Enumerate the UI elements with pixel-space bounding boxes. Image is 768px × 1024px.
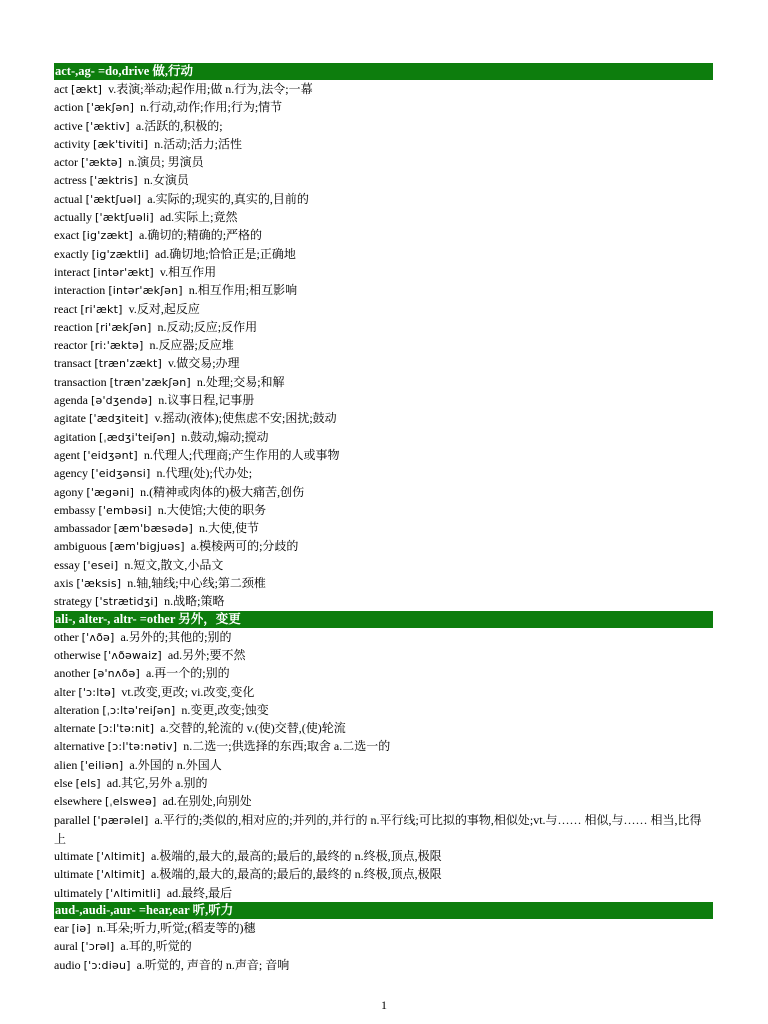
entry-definition: n.相互作用;相互影响: [188, 283, 298, 298]
entry-definition: n.行动,动作;作用;行为;情节: [140, 100, 283, 115]
vocab-entry: [54, 428, 713, 446]
section-header: aud-,audi-,aur- =hear,ear 听,听力: [54, 902, 713, 919]
vocab-entry: [54, 300, 713, 318]
entry-word: reactor: [54, 338, 88, 353]
entry-definition: a.极端的,最大的,最高的;最后的,最终的 n.终极,顶点,极限: [150, 849, 442, 864]
entry-phonetic: [ig'zæktli]: [91, 247, 149, 261]
entry-definition: a.平行的;类似的,相对应的;并列的,并行的 n.平行线;可比拟的事物,相似处;vt.与…… 相似,与…… 相当,比得上: [54, 812, 702, 846]
entry-phonetic: ['ʌðə]: [81, 630, 115, 644]
entry-definition: n.鼓动,煽动;搅动: [181, 429, 269, 444]
entry-phonetic: ['æktiv]: [85, 119, 130, 133]
entry-word: ambassador: [54, 521, 111, 536]
entry-phonetic: [ri'ækʃən]: [95, 320, 152, 334]
entry-definition: ad.确切地;恰恰正是;正确地: [154, 246, 296, 261]
entry-definition: n.战略;策略: [164, 594, 225, 609]
entry-phonetic: [ə'nʌðə]: [92, 667, 140, 681]
entry-word: interact: [54, 264, 90, 279]
entry-phonetic: [æm'bigjuəs]: [109, 540, 185, 554]
page-number: 1: [381, 998, 387, 1012]
entry-phonetic: ['ʌltimit]: [96, 868, 145, 882]
entry-definition: n.反应器;反应堆: [149, 338, 234, 353]
entry-word: alien: [54, 757, 78, 772]
entry-word: ear: [54, 921, 69, 936]
vocab-entry: [54, 281, 713, 299]
entry-phonetic: ['embəsi]: [98, 503, 152, 517]
vocab-entry: [54, 373, 713, 391]
entry-phonetic: ['pærəlel]: [92, 813, 149, 827]
entry-word: agent: [54, 447, 80, 462]
vocab-entry: [54, 409, 713, 427]
entry-word: transaction: [54, 374, 107, 389]
entry-phonetic: ['ɔ:diəu]: [83, 958, 131, 972]
entry-definition: a.极端的,最大的,最高的;最后的,最终的 n.终极,顶点,极限: [150, 867, 442, 882]
entry-word: actually: [54, 210, 92, 225]
entry-definition: a.交替的,轮流的 v.(使)交替,(使)轮流: [160, 721, 346, 736]
entry-definition: a.实际的;现实的,真实的,目前的: [147, 191, 309, 206]
vocab-entry: [54, 501, 713, 519]
entry-definition: a.外国的 n.外国人: [129, 757, 222, 772]
entry-phonetic: [ækt]: [71, 83, 103, 96]
entry-word: audio: [54, 957, 81, 972]
vocab-entry: [54, 919, 713, 937]
vocab-entry: [54, 664, 713, 682]
vocab-entry: [54, 956, 713, 974]
entry-word: ultimately: [54, 885, 103, 900]
entry-definition: n.处理;交易;和解: [196, 374, 285, 389]
vocab-entry: [54, 190, 713, 208]
entry-phonetic: [æk'tiviti]: [93, 137, 149, 151]
vocab-entry: [54, 226, 713, 244]
entry-phonetic: ['æktʃuəl]: [85, 192, 142, 206]
entry-word: alteration: [54, 702, 100, 717]
vocab-entry: [54, 318, 713, 336]
entry-phonetic: ['ædʒiteit]: [88, 412, 149, 426]
entry-phonetic: [ɔ:l'tə:nətiv]: [107, 740, 178, 754]
vocab-entry: [54, 153, 713, 171]
entry-phonetic: [ɔ:l'tə:nit]: [98, 722, 155, 736]
entry-definition: n.短文,散文,小品文: [124, 557, 224, 572]
entry-phonetic: [ri'ækt]: [80, 302, 123, 316]
vocab-entry: [54, 646, 713, 664]
vocab-entry: [54, 884, 713, 902]
entry-word: actor: [54, 155, 78, 170]
entry-phonetic: ['æktʃuəli]: [94, 211, 154, 225]
vocab-entry: [54, 937, 713, 955]
entry-word: parallel: [54, 812, 90, 827]
entry-phonetic: ['æksis]: [76, 577, 122, 591]
entry-phonetic: ['æktə]: [80, 156, 123, 170]
entry-definition: n.演员; 男演员: [128, 155, 204, 170]
entry-phonetic: [ˌɔ:ltə'reiʃən]: [102, 703, 176, 717]
entry-definition: n.大使,使节: [199, 521, 260, 536]
entry-word: alternative: [54, 739, 105, 754]
entry-word: ambiguous: [54, 539, 107, 554]
entry-phonetic: [els]: [75, 776, 101, 790]
entry-word: interaction: [54, 283, 106, 298]
entry-word: aural: [54, 939, 78, 954]
entry-definition: a.模棱两可的;分歧的: [190, 539, 299, 554]
entry-word: agitation: [54, 429, 96, 444]
entry-definition: a.耳的,听觉的: [120, 939, 192, 954]
vocab-entry: [54, 811, 713, 848]
entry-word: exact: [54, 228, 80, 243]
entry-word: elsewhere: [54, 794, 102, 809]
entry-definition: n.(精神或肉体的)极大痛苦,创伤: [140, 484, 305, 499]
vocab-entry: [54, 701, 713, 719]
vocab-entry: [54, 737, 713, 755]
entry-phonetic: [æm'bæsədə]: [113, 522, 194, 536]
entry-word: transact: [54, 356, 92, 371]
entry-word: actress: [54, 173, 87, 188]
entry-definition: a.确切的;精确的;严格的: [139, 228, 263, 243]
entry-phonetic: [træn'zækt]: [94, 357, 162, 371]
vocab-entry: [54, 98, 713, 116]
entry-definition: n.轴,轴线;中心线;第二颈椎: [127, 576, 266, 591]
entry-phonetic: ['ʌltimit]: [96, 850, 145, 864]
entry-definition: n.议事日程,记事册: [158, 393, 255, 408]
entry-phonetic: ['ʌðəwaiz]: [103, 648, 162, 662]
entry-word: action: [54, 100, 84, 115]
vocab-entry: [54, 208, 713, 226]
vocab-entry: [54, 847, 713, 865]
entry-phonetic: ['ɔrəl]: [80, 940, 115, 954]
entry-word: active: [54, 118, 83, 133]
entry-word: alternate: [54, 721, 96, 736]
entry-phonetic: [ə'dʒendə]: [90, 394, 153, 408]
entry-definition: ad.最终,最后: [166, 885, 233, 900]
vocab-entry: [54, 336, 713, 354]
entry-definition: v.做交易;办理: [168, 356, 240, 371]
entry-definition: n.代理(处);代办处;: [156, 466, 253, 481]
entry-definition: v.相互作用: [159, 264, 217, 279]
entry-word: else: [54, 775, 73, 790]
entry-word: act: [54, 82, 68, 96]
entry-phonetic: [træn'zækʃən]: [109, 375, 191, 389]
entry-word: axis: [54, 576, 74, 591]
entry-phonetic: ['strætidʒi]: [95, 595, 159, 609]
entry-word: ultimate: [54, 867, 94, 882]
vocab-entry: [54, 574, 713, 592]
entry-word: alter: [54, 684, 76, 699]
vocab-entry: [54, 263, 713, 281]
entry-definition: a.另外的;其他的;别的: [120, 629, 232, 644]
vocab-entry: [54, 774, 713, 792]
entry-definition: a.再一个的;别的: [145, 666, 230, 681]
entry-word: exactly: [54, 246, 89, 261]
entry-word: agenda: [54, 393, 88, 408]
vocab-entry: [54, 135, 713, 153]
section-header: act-,ag- =do,drive 做,行动: [54, 63, 713, 80]
vocab-entry: [54, 80, 713, 98]
entry-phonetic: ['eiliən]: [80, 758, 124, 772]
entry-word: strategy: [54, 594, 92, 609]
vocab-entry: [54, 683, 713, 701]
entry-word: otherwise: [54, 647, 101, 662]
entry-definition: ad.在别处,向别处: [162, 794, 252, 809]
entry-phonetic: [iə]: [71, 922, 91, 936]
entry-word: agitate: [54, 411, 86, 426]
vocab-entry: [54, 537, 713, 555]
vocab-entry: [54, 756, 713, 774]
entry-word: ultimate: [54, 849, 94, 864]
entry-definition: n.二选一;供选择的东西;取舍 a.二选一的: [183, 739, 391, 754]
entry-word: agency: [54, 466, 88, 481]
entry-definition: v.表演;举动;起作用;做 n.行为,法令;一幕: [108, 82, 313, 96]
entry-definition: n.变更,改变;蚀变: [181, 702, 269, 717]
entry-phonetic: [ig'zækt]: [82, 229, 134, 243]
vocab-entry: [54, 628, 713, 646]
entry-phonetic: ['eidʒənt]: [83, 448, 138, 462]
vocab-entry: [54, 519, 713, 537]
entry-word: agony: [54, 484, 84, 499]
entry-definition: v.摇动(液体);使焦虑不安;困扰;鼓动: [154, 411, 337, 426]
entry-word: react: [54, 301, 78, 316]
entry-phonetic: ['eidʒənsi]: [90, 467, 151, 481]
entry-definition: n.大使馆;大使的职务: [157, 502, 267, 517]
entry-definition: ad.另外;要不然: [167, 647, 246, 662]
vocab-entry: [54, 556, 713, 574]
entry-phonetic: ['ægəni]: [86, 485, 135, 499]
entry-phonetic: [ˌædʒi'teiʃən]: [99, 430, 176, 444]
entry-phonetic: [intər'ækt]: [92, 265, 154, 279]
entry-phonetic: ['æktris]: [89, 174, 138, 188]
section-header: ali-, alter-, altr- =other 另外，变更: [54, 611, 713, 628]
entry-definition: ad.其它,另外 a.别的: [106, 775, 208, 790]
entry-word: embassy: [54, 502, 96, 517]
entry-definition: a.活跃的,积极的;: [135, 118, 223, 133]
entry-definition: vt.改变,更改; vi.改变,变化: [121, 684, 255, 699]
entry-phonetic: ['ʌltimitli]: [105, 886, 161, 900]
entry-definition: n.活动;活力;活性: [154, 136, 242, 151]
entry-phonetic: [ri:'æktə]: [90, 339, 144, 353]
entry-word: reaction: [54, 319, 93, 334]
entry-phonetic: [ˌelsweə]: [104, 795, 157, 809]
entry-definition: v.反对,起反应: [128, 301, 200, 316]
entry-phonetic: ['esei]: [83, 558, 119, 572]
entry-word: essay: [54, 557, 80, 572]
entry-definition: n.代理人;代理商;产生作用的人或事物: [143, 447, 340, 462]
vocab-entry: [54, 483, 713, 501]
entry-phonetic: [intər'ækʃən]: [108, 284, 183, 298]
vocab-entry: [54, 719, 713, 737]
vocab-entry: [54, 117, 713, 135]
entry-definition: ad.实际上;竟然: [159, 210, 238, 225]
vocab-entry: [54, 464, 713, 482]
entry-word: activity: [54, 136, 90, 151]
vocab-entry: [54, 354, 713, 372]
vocabulary-page: [54, 63, 713, 974]
vocab-entry: [54, 865, 713, 883]
entry-definition: n.反动;反应;反作用: [157, 319, 258, 334]
entry-word: actual: [54, 191, 83, 206]
entry-definition: n.耳朵;听力,听觉;(稻麦等的)穗: [96, 921, 256, 936]
entry-definition: n.女演员: [143, 173, 189, 188]
entry-phonetic: ['ækʃən]: [86, 101, 135, 115]
entry-definition: a.听觉的, 声音的 n.声音; 音响: [136, 957, 290, 972]
entry-phonetic: ['ɔ:ltə]: [78, 685, 116, 699]
vocab-entry: [54, 592, 713, 610]
vocab-entry: [54, 391, 713, 409]
vocab-entry: [54, 171, 713, 189]
vocab-entry: [54, 792, 713, 810]
entry-word: other: [54, 629, 79, 644]
vocab-entry: [54, 245, 713, 263]
entry-word: another: [54, 666, 90, 681]
vocab-entry: [54, 446, 713, 464]
